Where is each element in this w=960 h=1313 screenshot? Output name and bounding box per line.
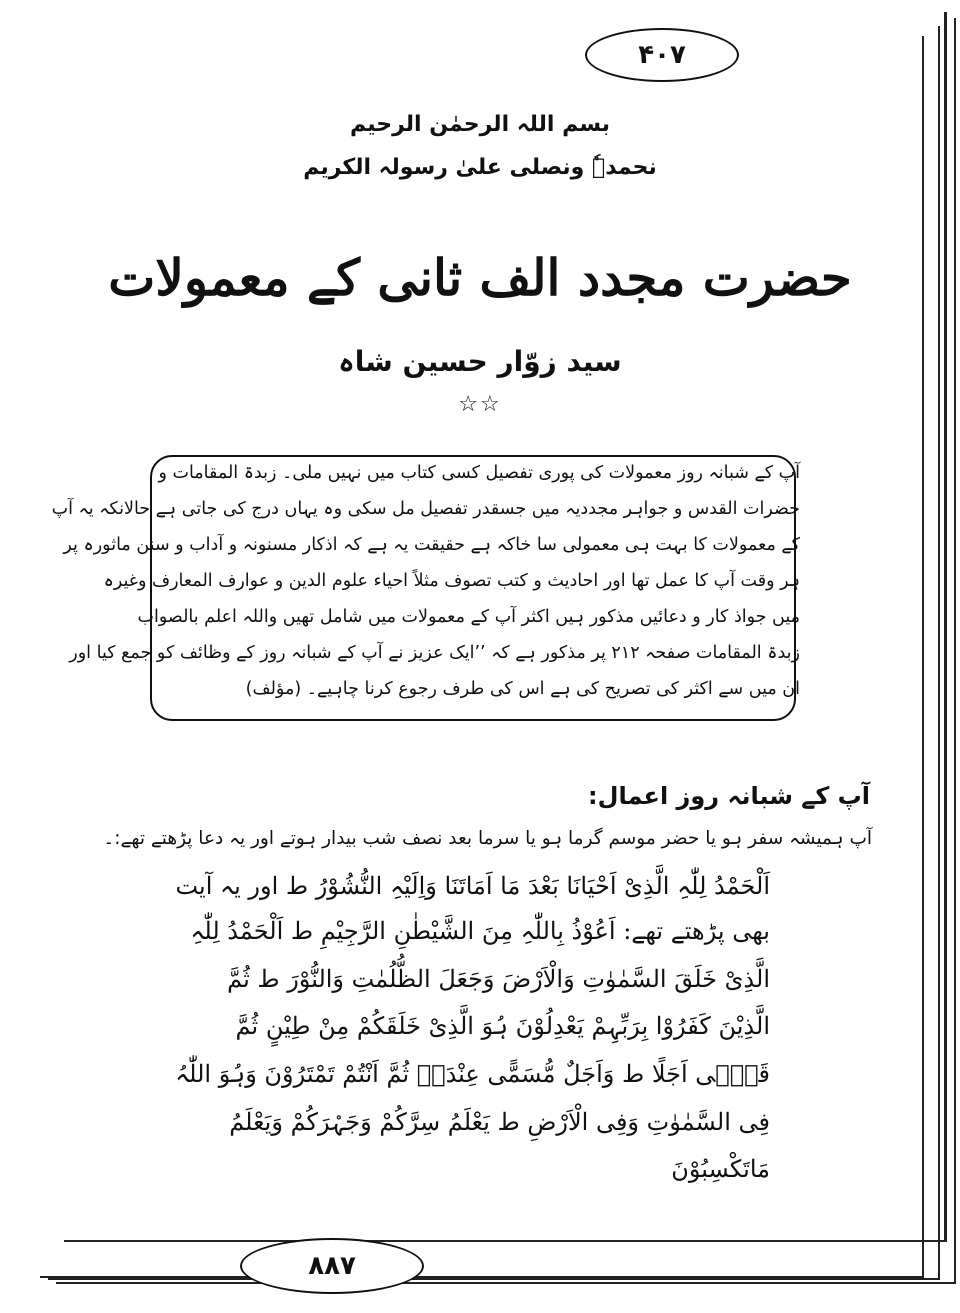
note-line: زبدۃ المقامات صفحہ ۲۱۲ پر مذکور ہے کہ ’’ایک عزیز نے آپ کے شبانہ روز کے وظائف کو جمع کیا اور xyxy=(69,643,800,663)
note-line: حضرات القدس و جواہر مجددیہ میں جسقدر تفصیل مل سکی وہ یہاں درج کی جاتی ہے حالانکہ یہ آپ xyxy=(51,499,800,519)
note-line: ہر وقت آپ کا عمل تھا اور احادیث و کتب تصوف مثلاً احیاء علوم الدین و عوارف المعارف وغیرہ xyxy=(103,571,800,591)
arabic-line: بھی پڑھتے تھے: اَعُوْذُ بِاللّٰہِ مِنَ الشَّیْطٰنِ الرَّجِیْمِ ط اَلْحَمْدُ لِلّٰہِ xyxy=(190,917,770,945)
nahmaduhu-line: نحمدہٗ ونصلی علیٰ رسولہ الکریم xyxy=(303,155,657,180)
page-title: حضرت مجدد الف ثانی کے معمولات xyxy=(108,248,852,307)
arabic-line: قَضٰۤی اَجَلًا ط وَاَجَلٌ مُّسَمًّی عِنْدَہٗ ثُمَّ اَنْتُمْ تَمْتَرُوْنَ وَہُوَ اللّٰہُ xyxy=(175,1060,770,1088)
arabic-line: الَّذِیْ خَلَقَ السَّمٰوٰتِ وَالْاَرْضَ وَجَعَلَ الظُّلُمٰتِ وَالنُّوْرَ ط ثُمَّ xyxy=(227,965,770,993)
arabic-line: اَلْحَمْدُ لِلّٰہِ الَّذِیْ اَحْیَانَا بَعْدَ مَا اَمَاتَنَا وَاِلَیْہِ النُّشُوْرُ ط اور یہ آیت xyxy=(175,872,770,900)
page-number-bottom: ۸۸۷ xyxy=(240,1238,424,1294)
note-line: کے معمولات کا بہت ہی معمولی سا خاکہ ہے حقیقت یہ ہے کہ اذکار مسنونہ و آداب و سنن ماثورہ پر xyxy=(63,535,800,555)
note-line: آپ کے شبانہ روز معمولات کی پوری تفصیل کسی کتاب میں نہیں ملی۔ زبدۃ المقامات و xyxy=(158,463,800,483)
arabic-line: الَّذِیْنَ کَفَرُوْا بِرَبِّہِمْ یَعْدِلُوْنَ ہُوَ الَّذِیْ خَلَقَکُمْ مِنْ طِیْنٍ ثُمَّ xyxy=(235,1012,770,1040)
section-intro: آپ ہمیشہ سفر ہو یا حضر موسم گرما ہو یا سرما بعد نصف شب بیدار ہوتے اور یہ دعا پڑھتے تھے:۔ xyxy=(103,828,872,849)
star-ornament: ☆☆ xyxy=(458,392,502,417)
arabic-line: مَاتَکْسِبُوْنَ xyxy=(671,1155,770,1183)
note-line: میں جواذ کار و دعائیں مذکور ہیں اکثر آپ کے معمولات میں شامل تھیں واللہ اعلم بالصواب xyxy=(137,607,800,627)
note-line: ان میں سے اکثر کی تصریح کی ہے اس کی طرف رجوع کرنا چاہیے۔ (مؤلف) xyxy=(245,679,800,699)
section-heading: آپ کے شبانہ روز اعمال: xyxy=(588,782,870,810)
bismillah-line: بسم اللہ الرحمٰن الرحیم xyxy=(349,112,610,137)
page-number-top: ۴۰۷ xyxy=(585,28,739,82)
author-name: سید زوّار حسین شاہ xyxy=(338,345,622,378)
arabic-line: فِی السَّمٰوٰتِ وَفِی الْاَرْضِ ط یَعْلَمُ سِرَّکُمْ وَجَہْرَکُمْ وَیَعْلَمُ xyxy=(229,1108,770,1136)
